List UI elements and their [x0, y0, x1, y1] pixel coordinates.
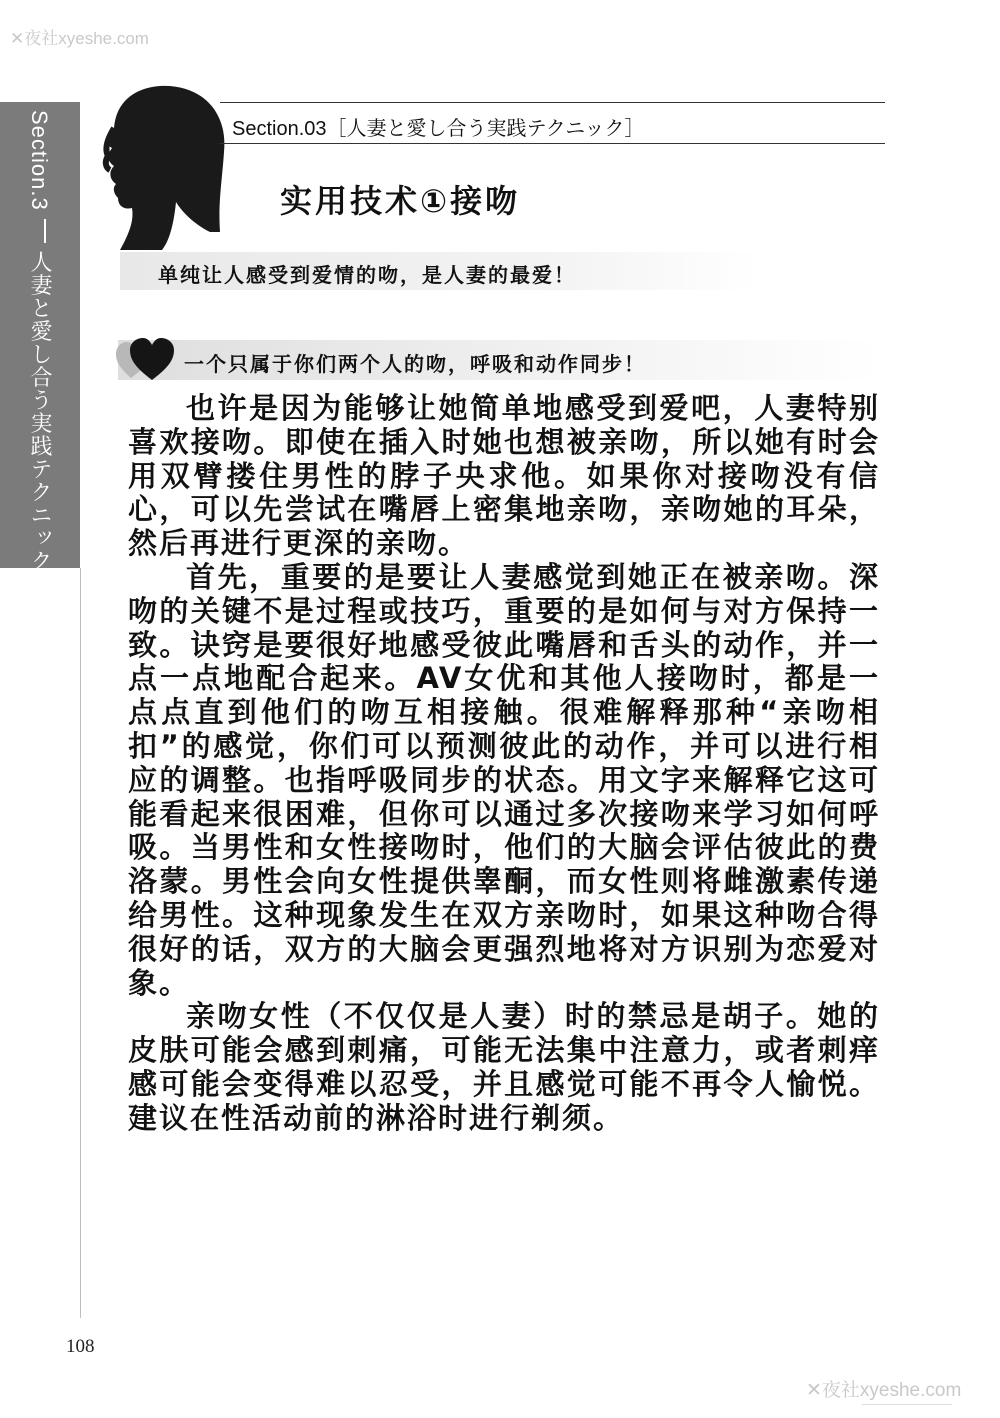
hearts-icon [116, 338, 176, 382]
subtitle: 单纯让人感受到爱情的吻，是人妻的最爱！ [158, 263, 576, 287]
header-rule-top [220, 102, 885, 103]
side-tab-title: 人妻と愛し合う実践テクニック [27, 250, 52, 573]
watermark-underline [862, 1404, 952, 1405]
body-paragraph-3: 亲吻女性（不仅仅是人妻）时的禁忌是胡子。她的皮肤可能会感到刺痛，可能无法集中注意力，或者刺痒感可能会变得难以忍受，并且感觉可能不再令人愉悦。建议在性活动前的淋浴时进行剃须。 [128, 999, 880, 1135]
side-tab-section: Section.3 [27, 110, 52, 211]
watermark-bottom: ✕夜社xyeshe.com [806, 1380, 962, 1401]
side-tab-divider [44, 219, 46, 243]
page-number: 108 [66, 1336, 95, 1357]
woman-silhouette-icon [90, 82, 240, 252]
point-heading: 一个只属于你们两个人的吻，呼吸和动作同步！ [184, 352, 646, 376]
page-title: 实用技术①接吻 [280, 182, 521, 220]
body-paragraph-2: 首先，重要的是要让人妻感觉到她正在被亲吻。深吻的关键不是过程或技巧，重要的是如何与对方保持一致。诀窍是要很好地感受彼此嘴唇和舌头的动作，并一点一点地配合起来。AV女优和其他人接吻时，都是一点点直到他们的吻互相接触。很难解释那种“亲吻相扣”的感觉，你们可以预测彼此的动作，并可以进行相应的调整。也指呼吸同步的状态。用文字来解释它这可能看起来很困难，但你可以通过多次接吻来学习如何呼吸。当男性和女性接吻时，他们的大脑会评估彼此的费洛蒙。男性会向女性提供睾酮，而女性则将雌激素传递给男性。这种现象发生在双方亲吻时，如果这种吻合得很好的话，双方的大脑会更强烈地将对方识别为恋爱对象。 [128, 559, 880, 1000]
header-rule-bottom [220, 143, 885, 144]
watermark-top: ✕夜社xyeshe.com [10, 29, 149, 48]
section-label: Section.03［人妻と愛し合う実践テクニック］ [232, 118, 645, 140]
side-tab-text [24, 110, 55, 573]
margin-rule [80, 568, 81, 1318]
body-paragraph-1: 也许是因为能够让她简单地感受到爱吧，人妻特别喜欢接吻。即使在插入时她也想被亲吻，所以她有时会用双臂搂住男性的脖子央求他。如果你对接吻没有信心，可以先尝试在嘴唇上密集地亲吻，亲吻她的耳朵，然后再进行更深的亲吻。 [128, 391, 880, 561]
article-body [128, 392, 880, 1136]
